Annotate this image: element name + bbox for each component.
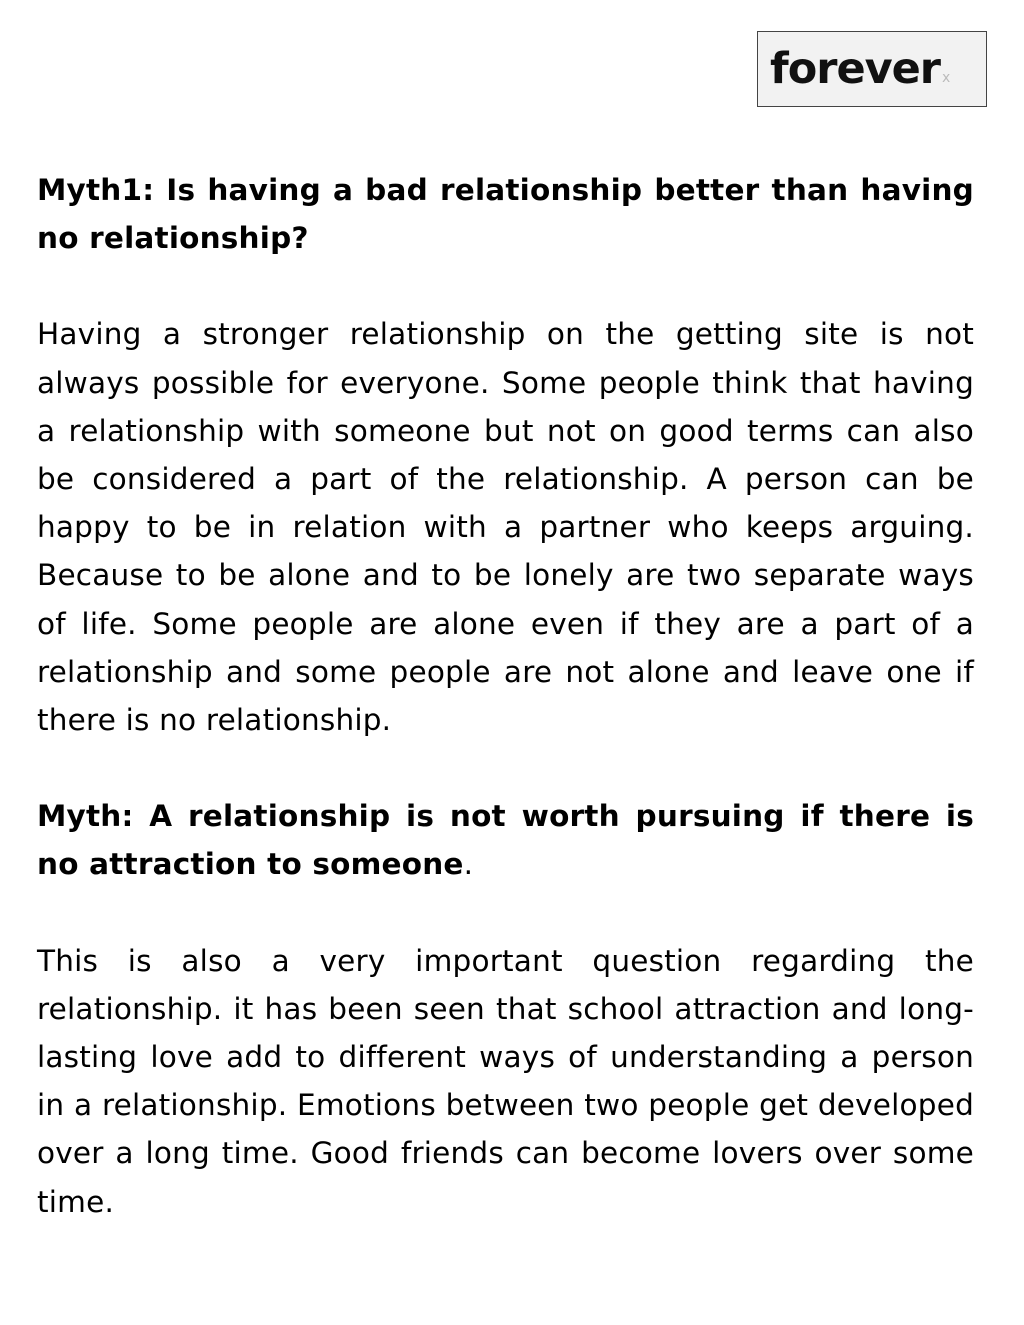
spacer	[37, 262, 974, 310]
myth1-paragraph: Having a stronger relationship on the getting site is not always possible for everyone. Some people think that having a relationship with someone but not on good terms can also be considered a part of the relationship. A person can be happy to be in relation with a partner who keeps arguing. Because to be alone and to be lonely are two separate ways of life. Some people are alone even if they are a part of a relationship and some people are not alone and leave one if there is no relationship.	[37, 317, 974, 738]
forever-logo	[757, 31, 987, 107]
logo-wordmark: forever	[770, 43, 941, 94]
article-body	[37, 166, 974, 1226]
myth2-heading	[37, 792, 974, 888]
myth1-heading: Myth1: Is having a bad relationship better than having no relationship?	[37, 173, 974, 256]
myth2-heading-period: .	[463, 847, 474, 882]
spacer	[37, 744, 974, 792]
logo-x-mark: x	[942, 70, 951, 86]
spacer	[37, 889, 974, 937]
myth2-heading-text: Myth: A relationship is not worth pursuing if there is no attraction to someone	[37, 799, 974, 882]
myth2-paragraph: This is also a very important question regarding the relationship. it has been seen that school attraction and long-lasting love add to different ways of understanding a person in a relationship. Emotions between two people get developed over a long time. Good friends can become lovers over some time.	[37, 943, 974, 1219]
